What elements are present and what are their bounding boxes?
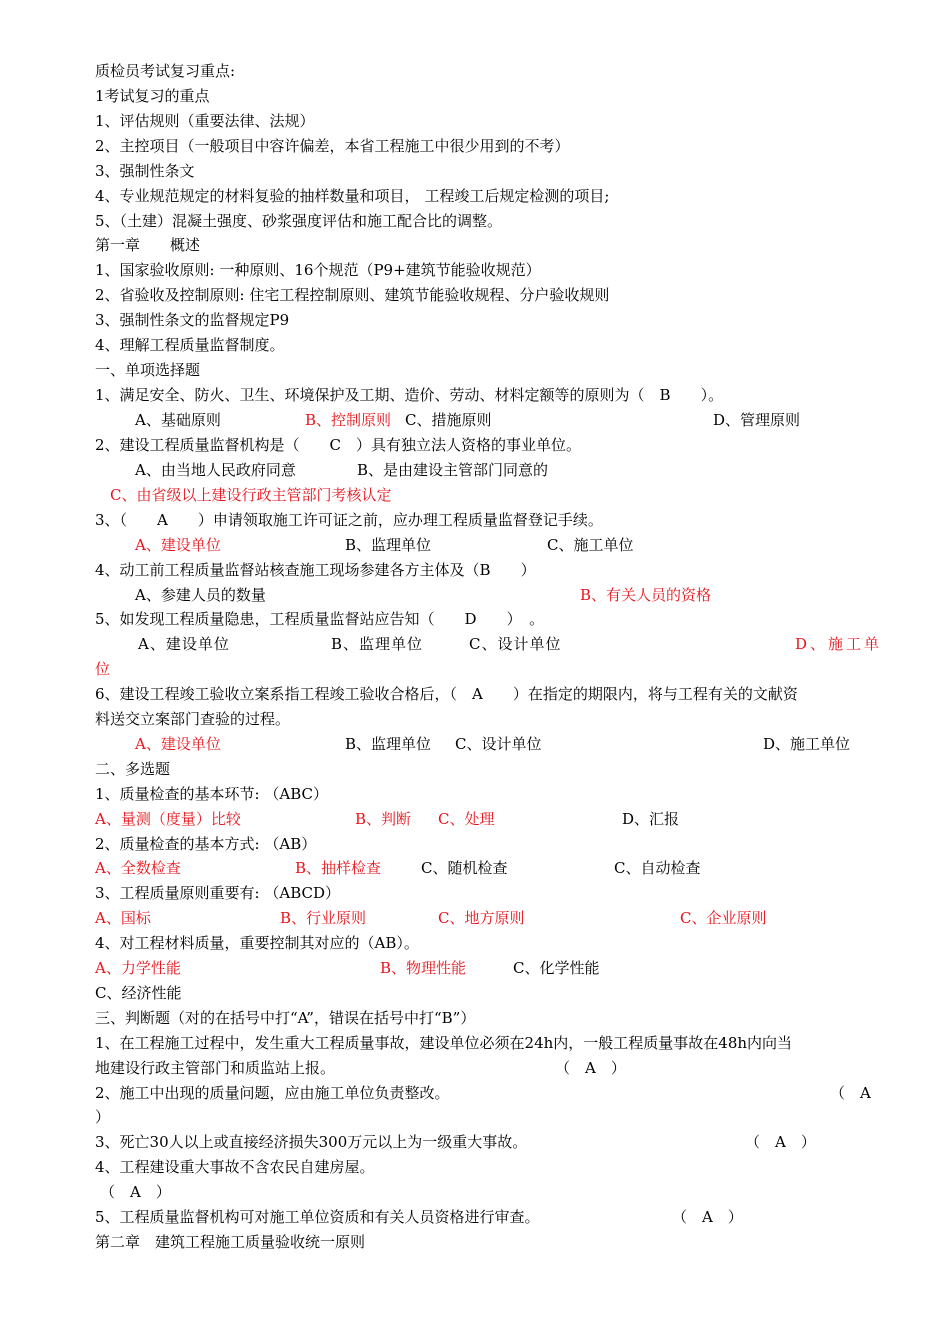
answer-option: B、物理性能 bbox=[380, 959, 467, 977]
answer-option: A、建设单位 bbox=[135, 536, 221, 554]
text-line: 3、强制性条文 bbox=[95, 162, 195, 180]
option: D、汇报 bbox=[622, 810, 680, 828]
answer-option: B、控制原则 bbox=[305, 411, 392, 429]
question-line: 1、在工程施工过程中，发生重大工程质量事故，建设单位必须在24h内，一般工程质量事故在48h内向当 bbox=[95, 1034, 793, 1052]
text-line: 3、强制性条文的监督规定P9 bbox=[95, 311, 290, 329]
text-line: 1、评估规则（重要法律、法规） bbox=[95, 112, 315, 130]
answer-option-wrap: 位 bbox=[95, 660, 111, 678]
question-line: 3、（ A ）申请领取施工许可证之前，应办理工程质量监督登记手续。 bbox=[95, 511, 603, 529]
option: C、设计单位 bbox=[455, 735, 542, 753]
question-line: 3、死亡30人以上或直接经济损失300万元以上为一级重大事故。 bbox=[95, 1133, 528, 1151]
chapter-heading: 第一章 概述 bbox=[95, 236, 201, 254]
answer-option: D、施工单 bbox=[795, 635, 883, 653]
question-line: 1、满足安全、防火、卫生、环境保护及工期、造价、劳动、材料定额等的原则为（ B ）。 bbox=[95, 386, 724, 404]
answer-option: A、全数检查 bbox=[95, 859, 181, 877]
text-line: 4、理解工程质量监督制度。 bbox=[95, 336, 285, 354]
answer-option: B、有关人员的资格 bbox=[580, 586, 712, 604]
question-line: 地建设行政主管部门和质监站上报。 bbox=[95, 1059, 336, 1077]
answer-option: C、企业原则 bbox=[680, 909, 767, 927]
answer-option: B、抽样检查 bbox=[295, 859, 382, 877]
question-line: 1、质量检查的基本环节: （ABC） bbox=[95, 785, 328, 803]
option: A、基础原则 bbox=[135, 411, 221, 429]
option: B、监理单位 bbox=[345, 735, 432, 753]
question-line: 4、动工前工程质量监督站核查施工现场参建各方主体及（B ） bbox=[95, 561, 536, 579]
question-line: 4、工程建设重大事故不含农民自建房屋。 bbox=[95, 1158, 375, 1176]
answer-option: A、国标 bbox=[95, 909, 151, 927]
option: C、化学性能 bbox=[513, 959, 600, 977]
option: B、监理单位 bbox=[345, 536, 432, 554]
question-line: 2、建设工程质量监督机构是（ C ）具有独立法人资格的事业单位。 bbox=[95, 436, 582, 454]
option: C、经济性能 bbox=[95, 984, 182, 1002]
answer-mark: （ A ） bbox=[745, 1133, 816, 1151]
option: A、由当地人民政府同意 bbox=[135, 461, 296, 479]
question-line: 2、施工中出现的质量问题，应由施工单位负责整改。 bbox=[95, 1084, 450, 1102]
answer-option: A、建设单位 bbox=[135, 735, 221, 753]
answer-option: C、地方原则 bbox=[438, 909, 525, 927]
section-heading: 1考试复习的重点 bbox=[95, 87, 210, 105]
question-line: 2、质量检查的基本方式: （AB） bbox=[95, 835, 317, 853]
text-line: 2、主控项目（一般项目中容许偏差，本省工程施工中很少用到的不考） bbox=[95, 137, 570, 155]
question-line: 5、如发现工程质量隐患，工程质量监督站应告知（ D ） 。 bbox=[95, 610, 545, 628]
answer-option: A、力学性能 bbox=[95, 959, 181, 977]
option: B、是由建设主管部门同意的 bbox=[357, 461, 549, 479]
question-line: 3、工程质量原则重要有: （ABCD） bbox=[95, 884, 341, 902]
option: C、设计单位 bbox=[469, 635, 562, 653]
question-line: 5、工程质量监督机构可对施工单位资质和有关人员资格进行审查。 bbox=[95, 1208, 540, 1226]
answer-mark: （ A ） bbox=[672, 1208, 743, 1226]
option: C、随机检查 bbox=[421, 859, 508, 877]
question-line: 6、建设工程竣工验收立案系指工程竣工验收合格后，（ A ）在指定的期限内，将与工程有关的文献资 bbox=[95, 685, 798, 703]
option: A、参建人员的数量 bbox=[135, 586, 266, 604]
answer-option: C、处理 bbox=[438, 810, 495, 828]
answer-mark: （ A bbox=[830, 1084, 871, 1102]
section-heading: 一、单项选择题 bbox=[95, 361, 201, 379]
answer-option: B、行业原则 bbox=[280, 909, 367, 927]
answer-mark-wrap: ） bbox=[95, 1108, 111, 1126]
option: D、施工单位 bbox=[763, 735, 851, 753]
option: C、施工单位 bbox=[547, 536, 634, 554]
question-line: 4、对工程材料质量，重要控制其对应的（AB）。 bbox=[95, 934, 419, 952]
option: B、监理单位 bbox=[331, 635, 424, 653]
answer-mark: （ A ） bbox=[100, 1183, 171, 1201]
chapter-heading: 第二章 建筑工程施工质量验收统一原则 bbox=[95, 1233, 366, 1251]
option: A、建设单位 bbox=[138, 635, 230, 653]
option: C、措施原则 bbox=[405, 411, 492, 429]
question-line: 料送交立案部门查验的过程。 bbox=[95, 710, 291, 728]
answer-option: B、判断 bbox=[355, 810, 412, 828]
text-line: 1、国家验收原则: 一种原则、16个规范（P9+建筑节能验收规范） bbox=[95, 261, 541, 279]
doc-title: 质检员考试复习重点: bbox=[95, 62, 236, 80]
section-heading: 三、判断题（对的在括号中打“A”，错误在括号中打“B”） bbox=[95, 1009, 476, 1027]
section-heading: 二、多选题 bbox=[95, 760, 171, 778]
text-line: 5、（土建）混凝土强度、砂浆强度评估和施工配合比的调整。 bbox=[95, 212, 503, 230]
text-line: 4、专业规范规定的材料复验的抽样数量和项目， 工程竣工后规定检测的项目; bbox=[95, 187, 610, 205]
answer-mark: （ A ） bbox=[555, 1059, 626, 1077]
text-line: 2、省验收及控制原则: 住宅工程控制原则、建筑节能验收规程、分户验收规则 bbox=[95, 286, 610, 304]
answer-option: A、量测（度量）比较 bbox=[95, 810, 241, 828]
answer-option: C、由省级以上建设行政主管部门考核认定 bbox=[110, 486, 392, 504]
option: C、自动检查 bbox=[614, 859, 701, 877]
option: D、管理原则 bbox=[713, 411, 801, 429]
